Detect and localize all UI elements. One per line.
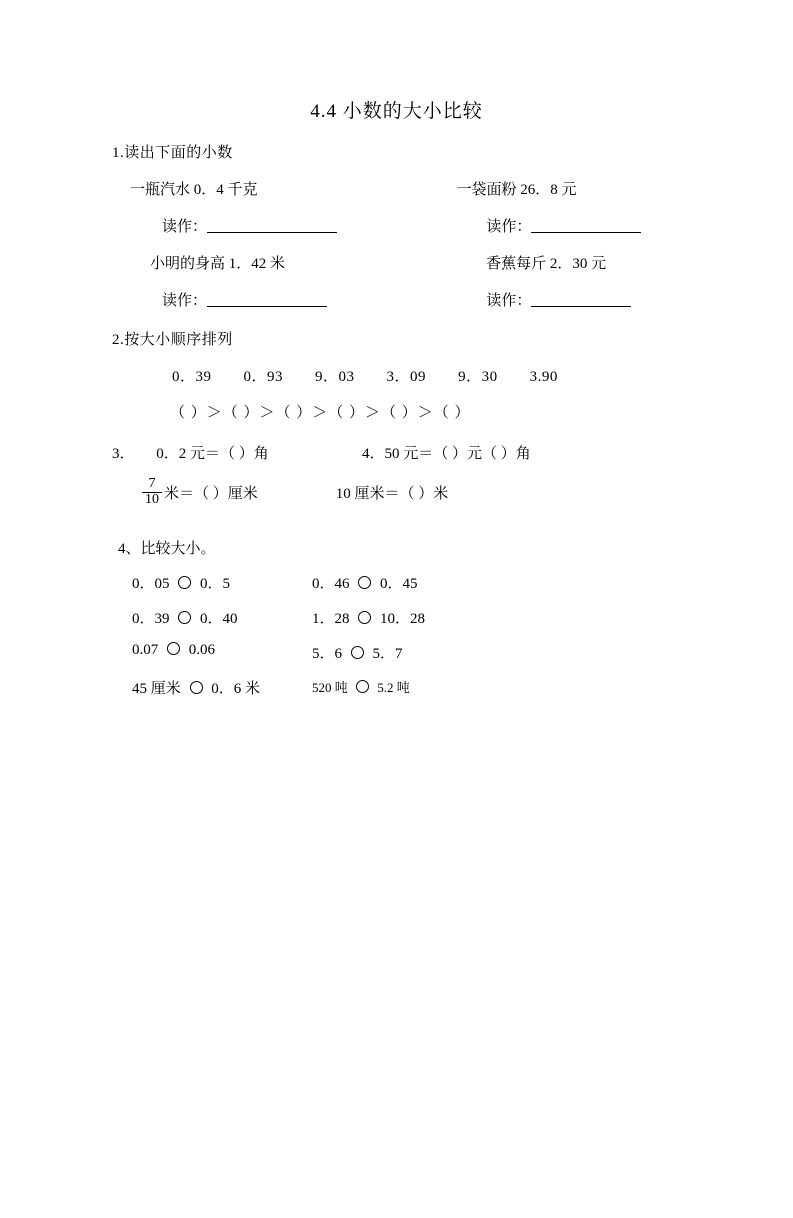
q3-item-1[interactable]: 0．2 元＝（ ）角 — [156, 446, 269, 462]
circle-icon[interactable] — [178, 611, 191, 624]
q4-operand-right: 0.06 — [188, 642, 215, 659]
q4-row — [112, 572, 713, 593]
q3-left-part — [112, 442, 362, 463]
q1-item-2-text: 一袋面粉 26．8 元 — [456, 182, 577, 198]
q2-number: 0．39 — [172, 369, 212, 385]
q1-item-4-text: 香蕉每斤 2．30 元 — [486, 256, 607, 272]
q1-item-1-text: 一瓶汽水 0．4 千克 — [130, 182, 258, 198]
q1-answer-row-1 — [112, 215, 713, 236]
q1-row-1 — [112, 178, 713, 199]
q3-item-3[interactable]: 米＝（ ）厘米 — [164, 485, 258, 502]
q1-item-3-read-label: 读作： — [162, 293, 208, 309]
q4-operand-left: 5．6 — [312, 646, 343, 663]
question-2-heading: 2.按大小顺序排列 — [112, 332, 233, 348]
circle-icon[interactable] — [356, 680, 369, 693]
q4-operand-left: 520 吨 — [312, 680, 348, 696]
q1-item-1-answer — [112, 215, 426, 236]
fraction-seven-tenths — [142, 477, 162, 507]
q3-item-4[interactable]: 10 厘米＝（ ）米 — [335, 485, 449, 502]
q4-operand-right: 0．6 米 — [211, 681, 261, 698]
q2-number: 3．09 — [386, 369, 427, 385]
q4-compare-item[interactable] — [312, 677, 572, 698]
circle-icon[interactable] — [190, 681, 203, 694]
q1-item-4-answer — [426, 289, 713, 310]
question-1-section — [112, 141, 713, 310]
q4-row — [112, 642, 713, 663]
q4-operand-left: 0．46 — [312, 576, 350, 593]
q1-item-1-blank[interactable] — [207, 219, 337, 233]
q1-item-3-blank[interactable] — [207, 293, 327, 307]
q4-operand-left: 0．39 — [132, 611, 170, 628]
q4-compare-item[interactable] — [132, 677, 312, 698]
q2-number: 3.90 — [529, 369, 558, 385]
q3-line-2 — [112, 477, 713, 507]
q4-compare-item[interactable] — [312, 642, 572, 663]
q4-row — [112, 677, 713, 698]
question-3-section — [112, 442, 713, 507]
question-2-section — [112, 328, 713, 422]
q4-compare-item[interactable] — [132, 607, 312, 628]
q4-operand-right: 5.2 吨 — [377, 680, 410, 696]
q3-label: 3． — [112, 446, 135, 462]
q4-operand-left: 0.07 — [132, 642, 159, 659]
circle-icon[interactable] — [167, 642, 180, 655]
q1-item-4-blank[interactable] — [531, 293, 631, 307]
worksheet-page — [0, 96, 793, 1218]
q1-item-2-read-label: 读作： — [486, 219, 532, 235]
q3-item-2[interactable]: 4．50 元＝（ ）元（ ）角 — [362, 446, 531, 462]
q4-operand-left: 45 厘米 — [132, 681, 181, 698]
question-1-heading: 1.读出下面的小数 — [112, 145, 233, 161]
q4-compare-item[interactable] — [312, 572, 572, 593]
q2-numbers — [112, 365, 713, 386]
q1-item-2-answer — [426, 215, 713, 236]
q4-operand-right: 0．45 — [380, 576, 418, 593]
q4-operand-left: 0．05 — [132, 576, 170, 593]
q2-number: 9．30 — [458, 369, 498, 385]
q4-compare-item[interactable] — [132, 642, 312, 663]
page-title: 4.4 小数的大小比较 — [310, 101, 483, 122]
q2-answer-line[interactable]: （ ）＞（ ）＞（ ）＞（ ）＞（ ）＞（ ） — [170, 405, 471, 421]
q1-answer-row-2 — [112, 289, 713, 310]
question-4-section — [112, 537, 713, 698]
q1-item-2-blank[interactable] — [531, 219, 641, 233]
circle-icon[interactable] — [178, 576, 191, 589]
q1-item-3-text: 小明的身高 1．42 米 — [150, 256, 286, 272]
q4-operand-left: 1．28 — [312, 611, 350, 628]
fraction-denominator: 10 — [142, 492, 162, 508]
q1-row-2 — [112, 252, 713, 273]
circle-icon[interactable] — [358, 576, 371, 589]
q2-number: 0．93 — [243, 369, 284, 385]
q2-number: 9．03 — [315, 369, 355, 385]
question-4-heading: 4、比较大小。 — [118, 541, 216, 558]
q4-operand-right: 5．7 — [372, 646, 403, 663]
q4-operand-right: 10．28 — [380, 611, 426, 628]
q1-item-3-answer — [112, 289, 426, 310]
q4-operand-right: 0．5 — [200, 576, 231, 593]
q1-item-1-read-label: 读作： — [162, 219, 208, 235]
q4-compare-item[interactable] — [312, 607, 572, 628]
q1-item-4-read-label: 读作： — [486, 293, 532, 309]
q4-row — [112, 607, 713, 628]
q4-compare-item[interactable] — [132, 572, 312, 593]
circle-icon[interactable] — [358, 611, 371, 624]
q3-line-1 — [112, 442, 713, 463]
q4-operand-right: 0．40 — [200, 611, 238, 628]
fraction-numerator: 7 — [148, 476, 156, 491]
circle-icon[interactable] — [351, 646, 364, 659]
